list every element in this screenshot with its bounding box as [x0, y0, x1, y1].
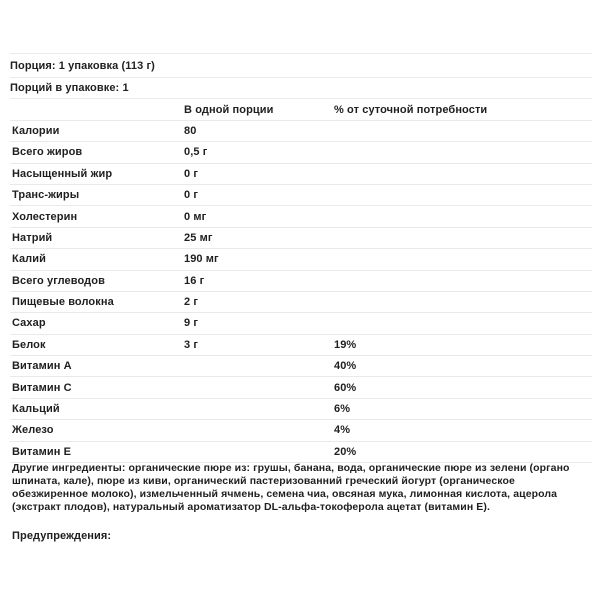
table-row [10, 249, 592, 270]
table-row [10, 292, 592, 313]
nutrient-amount: 9 г [184, 317, 199, 330]
table-row [10, 335, 592, 356]
nutrient-amount: 190 мг [184, 253, 219, 266]
column-header-daily-value: % от суточной потребности [334, 103, 488, 116]
nutrient-label: Транс-жиры [12, 189, 80, 202]
nutrient-label: Холестерин [12, 210, 78, 223]
table-row [10, 164, 592, 185]
nutrient-daily-value: 40% [334, 360, 357, 373]
nutrient-label: Витамин E [12, 445, 72, 458]
nutrient-amount: 25 мг [184, 231, 213, 244]
nutrient-label: Натрий [12, 231, 53, 244]
nutrient-label: Калий [12, 253, 46, 266]
nutrient-label: Пищевые волокна [12, 296, 114, 309]
nutrient-amount: 2 г [184, 296, 199, 309]
nutrient-daily-value: 19% [334, 338, 357, 351]
nutrition-table [10, 53, 592, 463]
other-ingredients-paragraph [12, 462, 590, 514]
table-row [10, 442, 592, 463]
nutrient-daily-value: 20% [334, 445, 357, 458]
table-row [10, 142, 592, 163]
table-row [10, 313, 592, 334]
nutrient-daily-value: 4% [334, 424, 351, 437]
table-row [10, 356, 592, 377]
table-row [10, 185, 592, 206]
table-row [10, 377, 592, 398]
nutrient-label: Всего жиров [12, 146, 83, 159]
serving-size-row [10, 53, 592, 78]
servings-per-container-text: Порций в упаковке: 1 [10, 82, 129, 95]
nutrient-daily-value: 60% [334, 381, 357, 394]
nutrient-amount: 0 г [184, 189, 199, 202]
nutrient-amount: 0 мг [184, 210, 207, 223]
nutrient-label: Всего углеводов [12, 274, 105, 287]
nutrient-label: Кальций [12, 403, 60, 416]
table-row [10, 399, 592, 420]
table-row [10, 420, 592, 441]
nutrient-amount: 16 г [184, 274, 205, 287]
nutrient-label: Сахар [12, 317, 46, 330]
nutrient-label: Калории [12, 124, 60, 137]
table-header-row [10, 99, 592, 120]
serving-size-text: Порция: 1 упаковка (113 г) [10, 59, 155, 72]
table-row [10, 228, 592, 249]
other-ingredients-label: Другие ингредиенты: [12, 462, 126, 474]
servings-per-container-row [10, 78, 592, 99]
nutrient-label: Железо [12, 424, 54, 437]
nutrient-amount: 80 [184, 124, 197, 137]
nutrient-label: Витамин C [12, 381, 72, 394]
table-row [10, 271, 592, 292]
nutrient-daily-value: 6% [334, 403, 351, 416]
other-ingredients-text: органические пюре из: грушы, банана, вода, органические пюре из зелени (органо шпината, кале), пюре из киви, органический пастеризованний греческий йогурт (органическое обезжиренное молоко), измельченный ячмень, семена чиа, овсяная мука, лимонная кислота, ацерола (экстракт плодов), натуральный ароматизатор DL-альфа-токоферола ацетат (витамин E). [12, 462, 570, 513]
nutrient-label: Насыщенный жир [12, 167, 113, 180]
nutrient-amount: 3 г [184, 338, 199, 351]
warnings-heading: Предупреждения: [12, 530, 112, 542]
nutrient-label: Белок [12, 338, 46, 351]
column-header-amount: В одной порции [184, 103, 274, 116]
nutrient-label: Витамин A [12, 360, 72, 373]
nutrient-amount: 0 г [184, 167, 199, 180]
nutrient-amount: 0,5 г [184, 146, 208, 159]
table-row [10, 206, 592, 227]
table-row [10, 121, 592, 142]
